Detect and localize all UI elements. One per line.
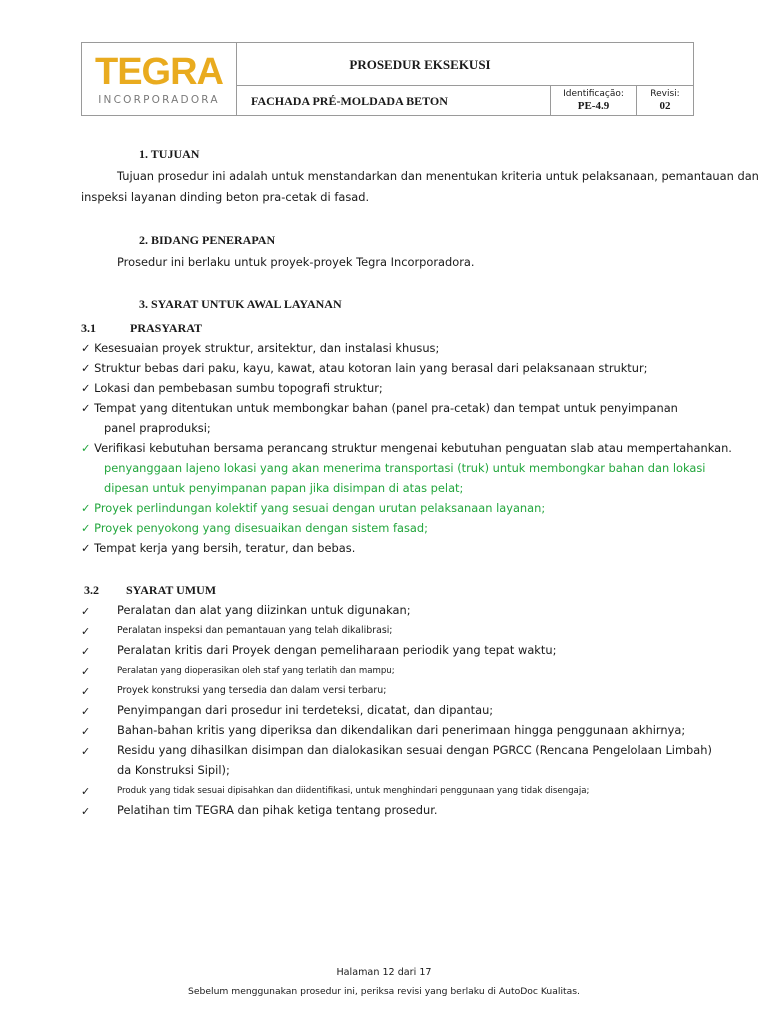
check-icon: ✓ (81, 501, 91, 515)
title-cell (237, 43, 693, 86)
section-1-heading: 1. TUJUAN (139, 147, 200, 161)
logo (82, 43, 237, 115)
logo-subtitle: INCORPORADORA (98, 94, 220, 106)
list-item: Peralatan inspeksi dan pemantauan yang telah dikalibrasi; (117, 625, 393, 636)
check-icon: ✓ (81, 605, 91, 618)
document-header (81, 42, 694, 116)
list-item: Proyek konstruksi yang tersedia dan dalam versi terbaru; (117, 685, 387, 696)
list-item-continuation: dipesan untuk penyimpanan papan jika disimpan di atas pelat; (104, 481, 464, 495)
subsection-3-1-number: 3.1 (81, 321, 96, 335)
list-item: ✓ Tempat kerja yang bersih, teratur, dan bebas. (81, 541, 356, 555)
check-icon: ✓ (81, 725, 91, 738)
check-icon: ✓ (81, 745, 91, 758)
list-item: ✓ Lokasi dan pembebasan sumbu topografi struktur; (81, 381, 383, 395)
list-item: ✓ Struktur bebas dari paku, kayu, kawat, atau kotoran lain yang berasal dari pelaksanaan struktur; (81, 361, 648, 375)
identification-label: Identificação: (563, 89, 624, 99)
section-3-heading: 3. SYARAT UNTUK AWAL LAYANAN (139, 297, 342, 311)
identification-value: PE-4.9 (577, 100, 610, 112)
list-item: Penyimpangan dari prosedur ini terdeteksi, dicatat, dan dipantau; (117, 703, 494, 717)
list-item: ✓ Proyek penyokong yang disesuaikan dengan sistem fasad; (81, 521, 428, 535)
footer-note: Sebelum menggunakan prosedur ini, periksa revisi yang berlaku di AutoDoc Kualitas. (188, 986, 580, 997)
check-icon: ✓ (81, 441, 91, 455)
logo-wordmark: TEGRA (95, 51, 223, 93)
subsection-3-2-title: SYARAT UMUM (126, 583, 217, 597)
subtitle-cell (237, 86, 551, 115)
page-number: Halaman 12 dari 17 (336, 967, 432, 978)
check-icon: ✓ (81, 521, 91, 535)
list-item: ✓ Tempat yang ditentukan untuk membongkar bahan (panel pra-cetak) dan tempat untuk penyimpanan (81, 401, 678, 415)
revision-label: Revisi: (650, 89, 680, 99)
list-item: Peralatan yang dioperasikan oleh staf yang terlatih dan mampu; (117, 666, 395, 676)
check-icon: ✓ (81, 341, 91, 355)
check-icon: ✓ (81, 401, 91, 415)
check-icon: ✓ (81, 625, 91, 638)
check-icon: ✓ (81, 665, 91, 678)
section-2-text-line-1: Prosedur ini berlaku untuk proyek-proyek Tegra Incorporadora. (117, 255, 475, 269)
section-1-text-line-1: Tujuan prosedur ini adalah untuk menstandarkan dan menentukan kriteria untuk pelaksanaan, pemantauan dan (117, 169, 759, 183)
identification-cell (551, 86, 637, 115)
list-item: ✓ Kesesuaian proyek struktur, arsitektur, dan instalasi khusus; (81, 341, 440, 355)
check-icon: ✓ (81, 705, 91, 718)
list-item: Peralatan kritis dari Proyek dengan pemeliharaan periodik yang tepat waktu; (117, 643, 557, 657)
list-item: Peralatan dan alat yang diizinkan untuk digunakan; (117, 603, 411, 617)
subsection-3-2-number: 3.2 (84, 583, 99, 597)
list-item-continuation: panel praproduksi; (104, 421, 211, 435)
document-title: PROSEDUR EKSEKUSI (349, 57, 491, 72)
check-icon: ✓ (81, 381, 91, 395)
list-item: ✓ Proyek perlindungan kolektif yang sesuai dengan urutan pelaksanaan layanan; (81, 501, 546, 515)
section-1-text-line-2: inspeksi layanan dinding beton pra-cetak di fasad. (81, 190, 370, 204)
list-item-continuation: da Konstruksi Sipil); (117, 763, 230, 777)
list-item: Produk yang tidak sesuai dipisahkan dan diidentifikasi, untuk menghindari penggunaan yang tidak disengaja; (117, 786, 590, 796)
check-icon: ✓ (81, 645, 91, 658)
revision-value: 02 (659, 100, 671, 112)
list-item-continuation: penyanggaan lajeno lokasi yang akan menerima transportasi (truk) untuk membongkar bahan dan lokasi (104, 461, 706, 475)
check-icon: ✓ (81, 541, 91, 555)
list-item: Bahan-bahan kritis yang diperiksa dan dikendalikan dari penerimaan hingga penggunaan akhirnya; (117, 723, 686, 737)
list-item: Residu yang dihasilkan disimpan dan dialokasikan sesuai dengan PGRCC (Rencana Pengelolaan Limbah) (117, 743, 712, 757)
subsection-3-1-title: PRASYARAT (130, 321, 203, 335)
revision-cell (637, 86, 693, 115)
section-2-heading: 2. BIDANG PENERAPAN (139, 233, 276, 247)
list-item: Pelatihan tim TEGRA dan pihak ketiga tentang prosedur. (117, 803, 438, 817)
check-icon: ✓ (81, 785, 91, 798)
check-icon: ✓ (81, 685, 91, 698)
check-icon: ✓ (81, 805, 91, 818)
check-icon: ✓ (81, 361, 91, 375)
document-subtitle: FACHADA PRÉ-MOLDADA BETON (251, 94, 448, 108)
list-item: ✓ Verifikasi kebutuhan bersama perancang struktur mengenai kebutuhan penguatan slab atau mempertahankan. (81, 441, 732, 455)
